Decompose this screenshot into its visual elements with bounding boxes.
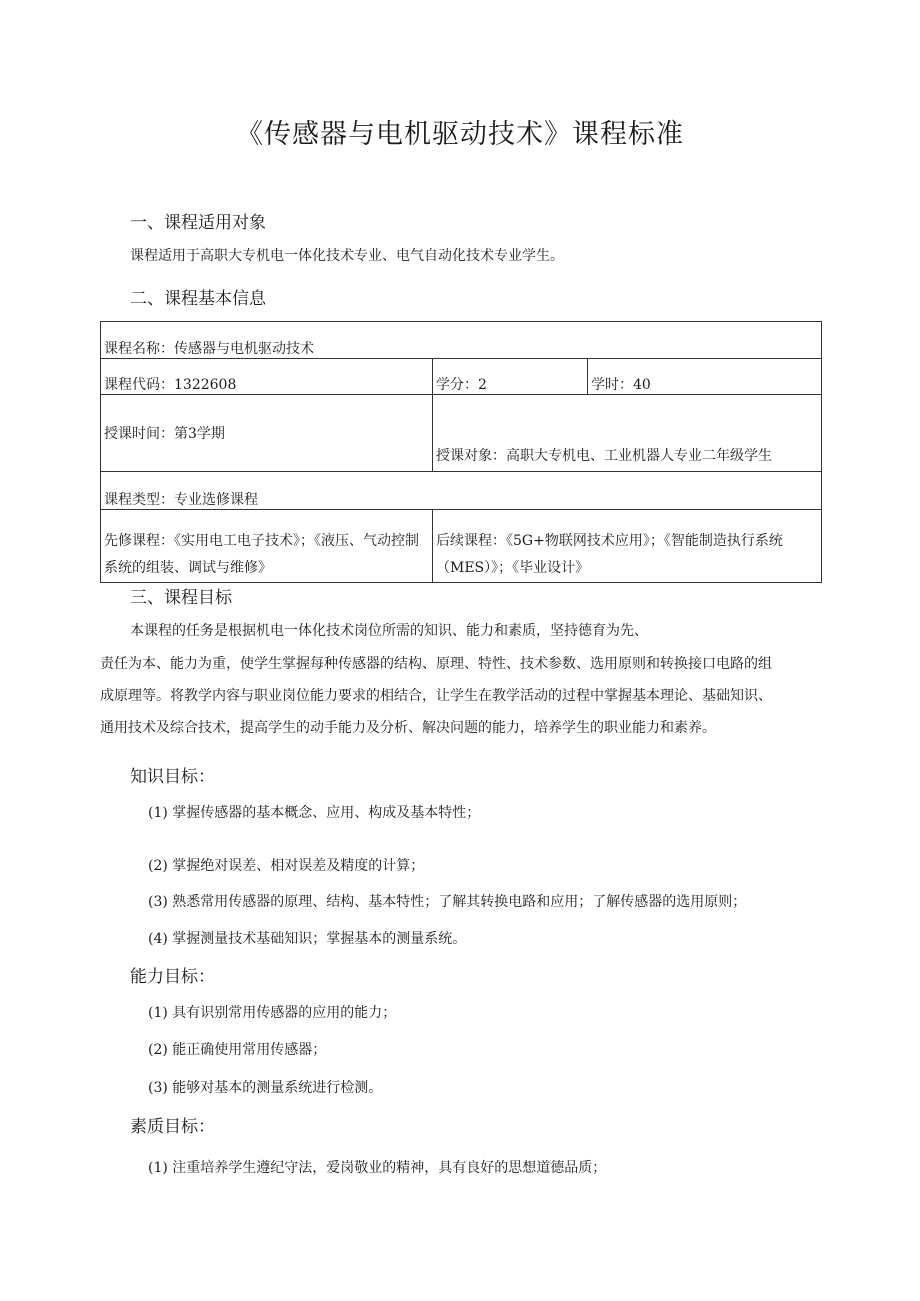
- document-title: 《传感器与电机驱动技术》课程标准: [236, 119, 684, 150]
- course-info-table: [100, 321, 822, 583]
- cell-audience: 授课对象：高职大专机电、工业机器人专业二年级学生: [433, 395, 822, 472]
- cell-term: 授课时间：第3学期: [101, 395, 433, 472]
- ability-item: (3) 能够对基本的测量系统进行检测。: [148, 1080, 383, 1096]
- cell-course-type: 课程类型：专业选修课程: [101, 472, 822, 510]
- ability-item: (1) 具有识别常用传感器的应用的能力；: [148, 1005, 397, 1021]
- intro-line-2: 责任为本、能力为重，使学生掌握每种传感器的结构、原理、特性、技术参数、选用原则和转换接口电路的组: [100, 656, 772, 672]
- intro-line-1: 本课程的任务是根据机电一体化技术岗位所需的知识、能力和素质，坚持德育为先、: [130, 623, 648, 639]
- cell-course-code: 课程代码：1322608: [101, 359, 433, 395]
- section2-heading: 二、课程基本信息: [130, 289, 266, 309]
- ability-item: (2) 能正确使用常用传感器；: [148, 1042, 327, 1058]
- intro-line-4: 通用技术及综合技术，提高学生的动手能力及分析、解决问题的能力，培养学生的职业能力和素养。: [100, 720, 716, 736]
- section1-text: 课程适用于高职大专机电一体化技术专业、电气自动化技术专业学生。: [130, 248, 564, 264]
- knowledge-heading: 知识目标：: [130, 767, 215, 787]
- intro-line-3: 成原理等。将教学内容与职业岗位能力要求的相结合，让学生在教学活动的过程中掌握基本理论、基础知识、: [100, 688, 772, 704]
- cell-followup: 后续课程：《5G+物联网技术应用》；《智能制造执行系统（MES）》；《毕业设计》: [433, 510, 822, 583]
- cell-prerequisites: 先修课程：《实用电工电子技术》；《液压、气动控制系统的组装、调试与维修》: [101, 510, 433, 583]
- section3-heading: 三、课程目标: [130, 588, 232, 608]
- cell-hours: 学时：40: [588, 359, 822, 395]
- quality-item: (1) 注重培养学生遵纪守法，爱岗敬业的精神，具有良好的思想道德品质；: [148, 1160, 607, 1176]
- ability-heading: 能力目标：: [130, 967, 215, 987]
- section1-heading: 一、课程适用对象: [130, 213, 266, 233]
- quality-heading: 素质目标：: [130, 1117, 215, 1137]
- cell-course-name: 课程名称：传感器与电机驱动技术: [101, 322, 822, 359]
- knowledge-item: (1) 掌握传感器的基本概念、应用、构成及基本特性；: [148, 805, 481, 821]
- knowledge-item: (2) 掌握绝对误差、相对误差及精度的计算；: [148, 858, 425, 874]
- cell-credits: 学分：2: [433, 359, 588, 395]
- knowledge-item: (3) 熟悉常用传感器的原理、结构、基本特性；了解其转换电路和应用；了解传感器的选用原则；: [148, 894, 747, 910]
- knowledge-item: (4) 掌握测量技术基础知识；掌握基本的测量系统。: [148, 931, 467, 947]
